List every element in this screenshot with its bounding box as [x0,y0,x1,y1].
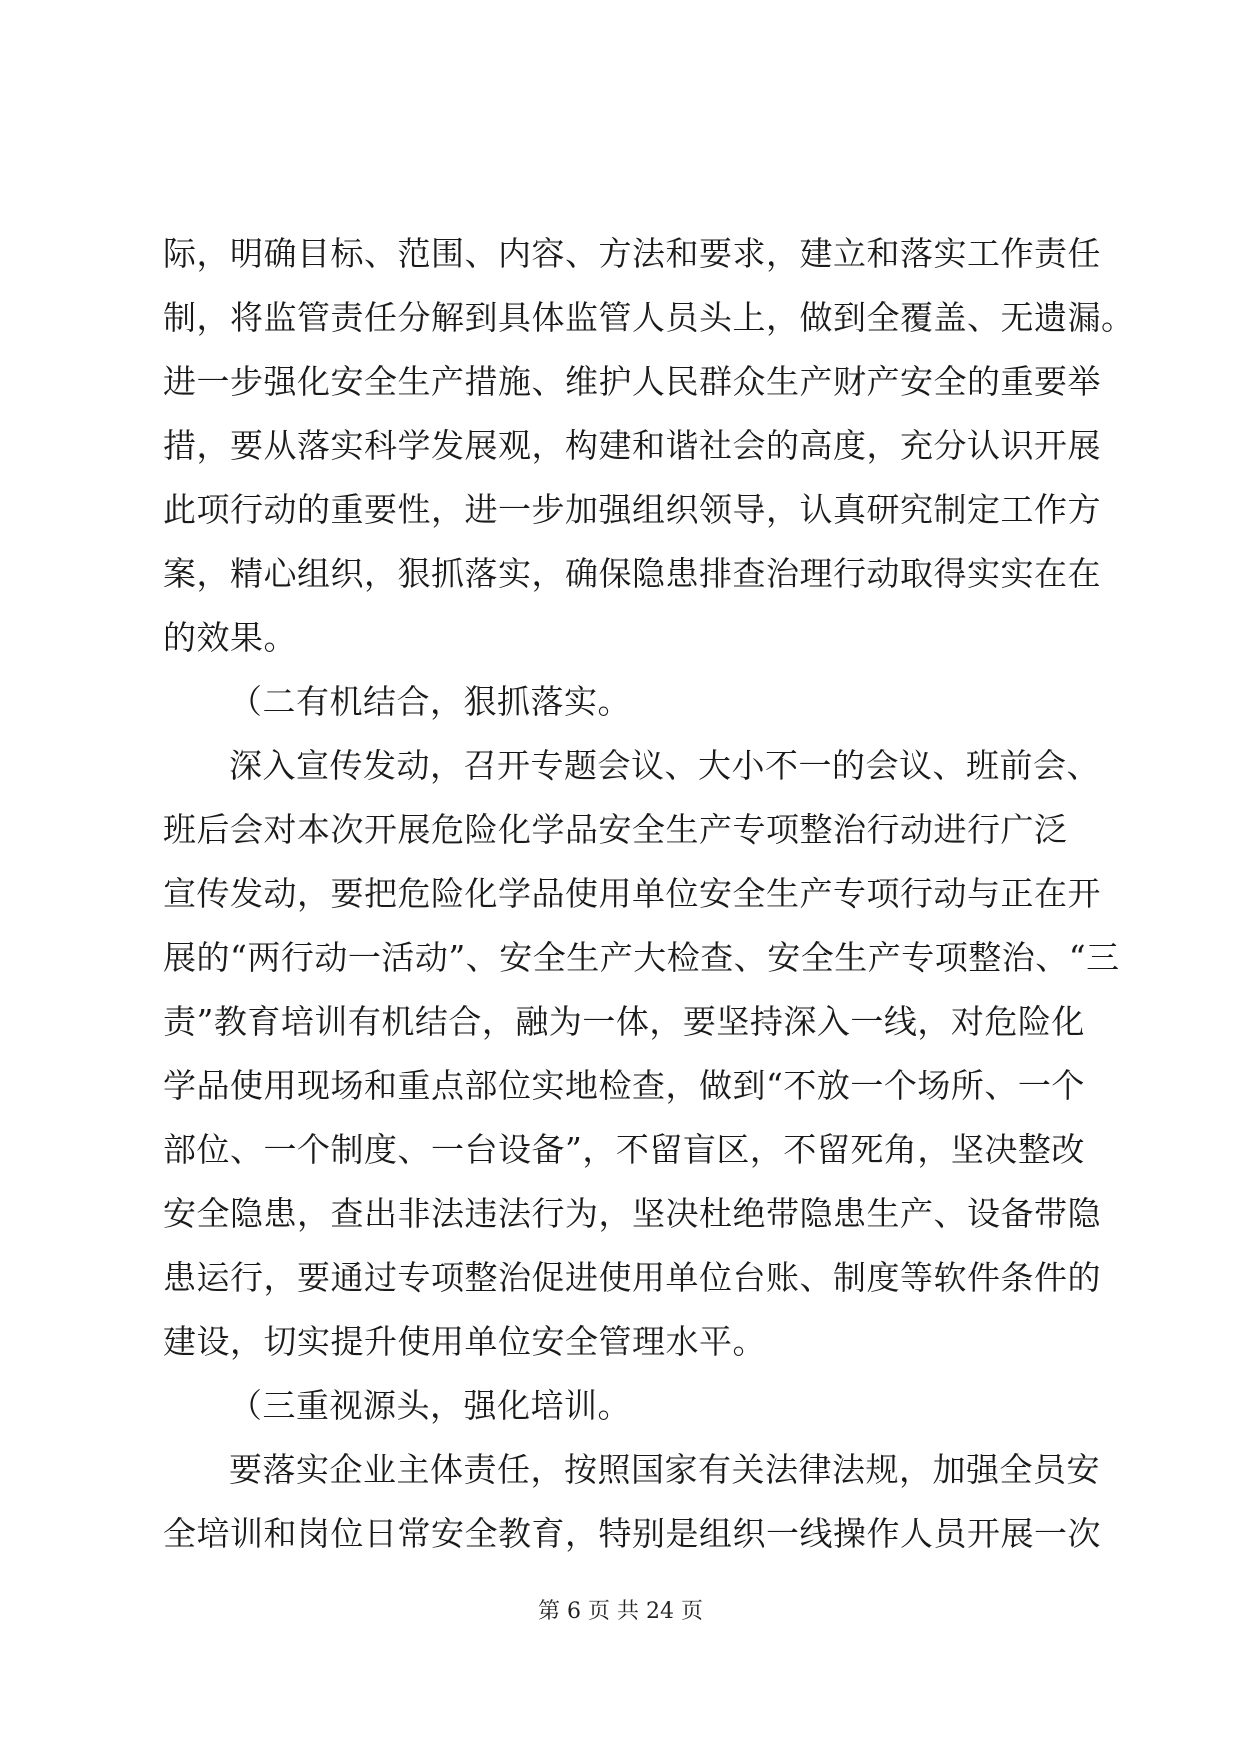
text-line: 全培训和岗位日常安全教育，特别是组织一线操作人员开展一次 [163,1514,1101,1553]
text-line: 的效果。 [163,618,297,657]
text-line: 建设，切实提升使用单位安全管理水平。 [163,1322,766,1361]
text-line: 展的“两行动一活动”、安全生产大检查、安全生产专项整治、“三 [163,938,1120,977]
text-line: 学品使用现场和重点部位实地检查，做到“不放一个场所、一个 [163,1066,1085,1105]
text-line: 宣传发动，要把危险化学品使用单位安全生产专项行动与正在开 [163,874,1101,913]
section-heading: （三重视源头，强化培训。 [229,1386,631,1425]
text-line: 部位、一个制度、一台设备”，不留盲区，不留死角，坚决整改 [163,1130,1085,1169]
text-line: 班后会对本次开展危险化学品安全生产专项整治行动进行广泛 [163,810,1068,849]
text-line: 深入宣传发动，召开专题会议、大小不一的会议、班前会、 [229,746,1100,785]
text-line: 此项行动的重要性，进一步加强组织领导，认真研究制定工作方 [163,490,1101,529]
text-line: 制，将监管责任分解到具体监管人员头上，做到全覆盖、无遗漏。 [163,298,1135,337]
text-line: 进一步强化安全生产措施、维护人民群众生产财产安全的重要举 [163,362,1101,401]
text-line: 措，要从落实科学发展观，构建和谐社会的高度，充分认识开展 [163,426,1101,465]
text-line: 患运行，要通过专项整治促进使用单位台账、制度等软件条件的 [163,1258,1101,1297]
text-line: 际，明确目标、范围、内容、方法和要求，建立和落实工作责任 [163,234,1101,273]
section-heading: （二有机结合，狠抓落实。 [229,682,631,721]
text-line: 案，精心组织，狠抓落实，确保隐患排查治理行动取得实实在在 [163,554,1101,593]
text-line: 安全隐患，查出非法违法行为，坚决杜绝带隐患生产、设备带隐 [163,1194,1101,1233]
text-line: 要落实企业主体责任，按照国家有关法律法规，加强全员安 [229,1450,1100,1489]
text-line: 责”教育培训有机结合，融为一体，要坚持深入一线，对危险化 [163,1002,1085,1041]
page-number-footer: 第 6 页 共 24 页 [538,1599,703,1624]
